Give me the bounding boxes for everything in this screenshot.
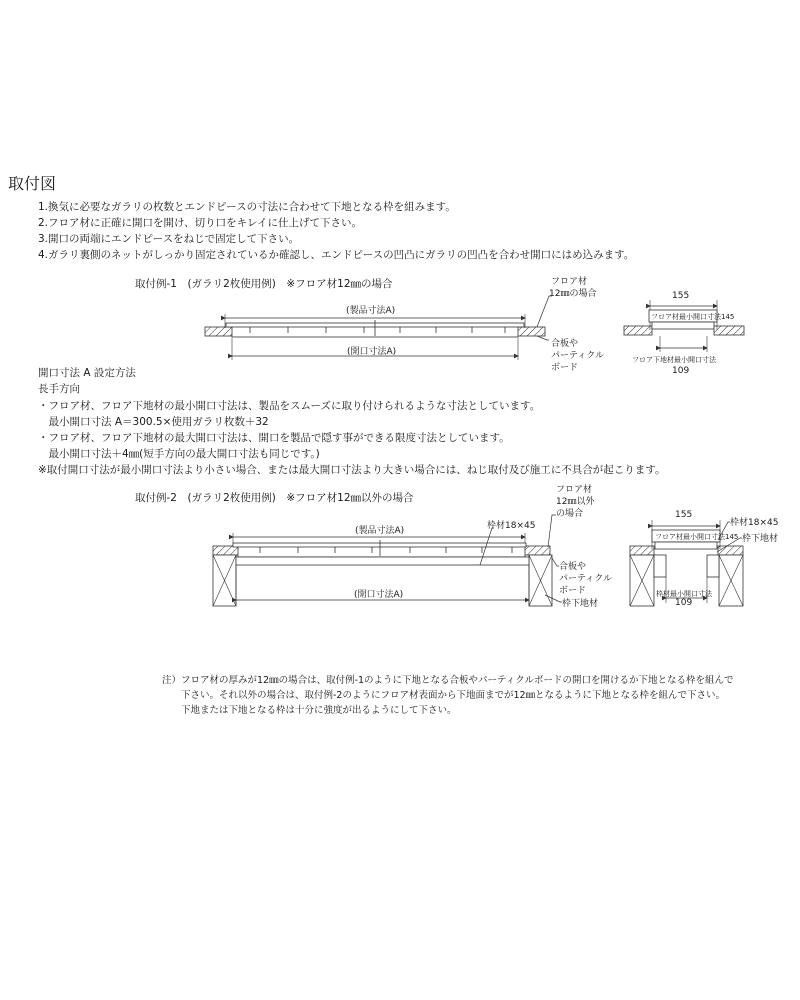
example1-floor-label-1: フロア材 (551, 277, 588, 287)
example2-board-label-2: パーティクル (559, 574, 613, 584)
example1-floor-label-2: 12㎜の場合 (549, 289, 597, 299)
example2-section-base-label: 枠下地材 (742, 534, 779, 544)
example1-board-label-2: パーティクル (551, 351, 605, 361)
method-line-2: 最小開口寸法 A＝300.5×使用ガラリ枚数＋32 (38, 416, 269, 428)
example2-floor-label-3: の場合 (556, 509, 584, 519)
step-4: 4.ガラリ裏側のネットがしっかり固定されているか確認し、エンドピースの凹凸にガラリの凹凸を合わせ開口にはめ込みます。 (38, 249, 635, 261)
example2-product-dim: (製品寸法A) (355, 526, 405, 536)
method-line-1: ・フロア材、フロア下地材の最小開口寸法は、製品をスムーズに取り付けられるような寸法としています。 (38, 400, 541, 412)
example2-section-min-value: 109 (675, 598, 693, 608)
step-1: 1.換気に必要なガラリの枚数とエンドピースの寸法に合わせて下地となる枠を組みます。 (38, 201, 456, 213)
example1-section-min-label: フロア下地材最小開口寸法 (632, 356, 716, 364)
example2-section-min-label: 枠材最小開口寸法 (656, 590, 712, 598)
method-line-4: 最小開口寸法＋4㎜(短手方向の最大開口寸法も同じです。) (38, 448, 320, 460)
method-heading: 開口寸法 A 設定方法 (38, 367, 136, 379)
example1-section-min-value: 109 (672, 366, 690, 376)
example1-product-dim: (製品寸法A) (346, 306, 396, 316)
example2-opening-dim: (開口寸法A) (354, 590, 404, 600)
example2-section-inner: フロア材最小開口寸法145 (655, 533, 739, 541)
example2-frame-label: 枠材18×45 (487, 521, 536, 531)
method-line-3: ・フロア材、フロア下地材の最大開口寸法は、開口を製品で隠す事ができる限度寸法としています。 (38, 432, 510, 444)
page-title: 取付図 (8, 174, 57, 193)
example2-board-label-1: 合板や (559, 562, 587, 572)
step-2: 2.フロア材に正確に開口を開け、切り口をキレイに仕上げて下さい。 (38, 217, 362, 229)
method-line-5: ※取付開口寸法が最小開口寸法より小さい場合、または最大開口寸法より大きい場合には、ねじ取付及び施工に不具合が起こります。 (38, 464, 666, 476)
example1-board-label-1: 合板や (551, 339, 579, 349)
example1-opening-dim: (開口寸法A) (347, 347, 397, 357)
example2-section-frame-label: 枠材18×45 (730, 518, 779, 528)
example2-caption: 取付例-2 (ガラリ2枚使用例) ※フロア材12㎜以外の場合 (135, 492, 414, 504)
footnote-line-2: 下さい。それ以外の場合は、取付例-2のようにフロア材表面から下地面までが12㎜となるように下地となる枠を組んで下さい。 (162, 690, 726, 701)
example2-base-label: 枠下地材 (562, 599, 599, 609)
example2-floor-label-2: 12㎜以外 (556, 497, 595, 507)
example2-floor-label-1: フロア材 (556, 485, 593, 495)
example2-board-label-3: ボード (559, 586, 587, 596)
footnote-line-1: 注）フロア材の厚みが12㎜の場合は、取付例-1のように下地となる合板やパーティクルボードの開口を開けるか下地となる枠を組んで (162, 675, 734, 686)
example1-caption: 取付例-1 (ガラリ2枚使用例) ※フロア材12㎜の場合 (135, 278, 393, 290)
step-3: 3.開口の両端にエンドピースをねじで固定して下さい。 (38, 233, 300, 245)
example2-section-width: 155 (675, 510, 693, 520)
method-subheading: 長手方向 (38, 383, 80, 395)
example1-section-width: 155 (672, 291, 690, 301)
example1-section-inner: フロア材最小開口寸法145 (651, 313, 735, 321)
example1-board-label-3: ボード (551, 363, 579, 373)
footnote-line-3: 下地または下地となる枠は十分に強度が出るようにして下さい。 (162, 705, 457, 716)
